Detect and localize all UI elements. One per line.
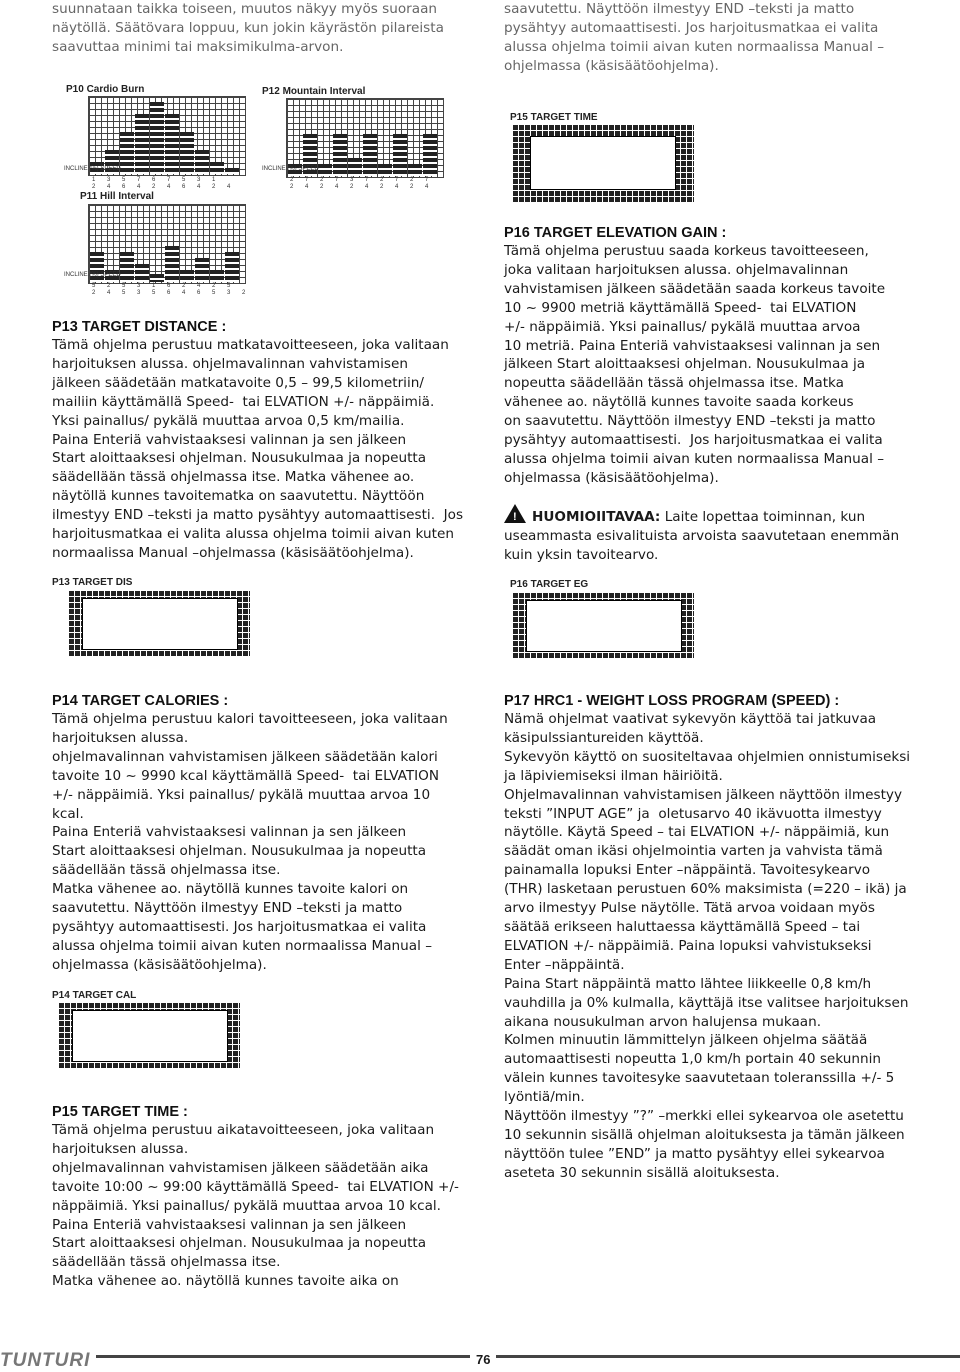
p15-body: Tämä ohjelma perustuu aikatavoitteeseen, joka valitaan harjoituksen alussa. ohjelmavalinnan vahvistamisen jälkeen säädetään aika tavoite 10:00 ~ 99:00 käyttämällä Speed- tai ELVATION +/- näppäimiä. Yksi painallus/ pykälä muuttaa arvoa 10 kcal. Paina Enteriä vahvistaaksesi valinnan ja sen jälkeen Start aloittaaksesi ohjelman. Nousukulmaa ja nopeutta säädellään tässä ohjelmassa itse. Matka vähenee ao. näytöllä kunnes tavoite aika on	[52, 1122, 459, 1290]
figure-caption-p11: P11 Hill Interval	[80, 191, 154, 202]
p17-body: Nämä ohjelmat vaativat sykevyön käyttöä tai jatkuvaa käsipulssiantureiden käyttöä. Sykevyön käyttö on suositeltavaa ohjelmien onnistumiseksi ja läpiviemiseksi ilman häiriöitä. Ohjelmavalinnan vahvistamisen jälkeen näyttöön ilmestyy teksti ”INPUT AGE” ja oletusarvo 40 ikävuotta ilmestyy näytölle. Käytä Speed – tai ELVATION +/- näppäimiä, kun säädät oman ikäsi ohjelmointia varten ja vahvista tämä painamalla lopuksi Enter –näppäintä. Tavoitesykearvo (THR) lasketaan perustuen 60% maksimista (=220 – ikä) ja arvo ilmestyy Pulse näytölle. Tätä arvoa voidaan myös säätää erikseen haluttaessa käyttämällä Speed – tai ELVATION +/- näppäimiä. Paina lopuksi vahvistukseksi Enter –näppäintä. Paina Start näppäintä matto lähtee liikkeelle 0,8 km/h vauhdilla ja 0% kulmalla, käyttäjä itse valitsee harjoituksen aikana nousukulman arvon halujensa mukaan. Kolmen minuutin lämmittelyn jälkeen ohjelma säätää automaattisesti nopeutta 1,0 km/h portain 40 sekunnin välein kunnes tavoitesyke saavutetaan toleranssilla +/- 5 lyöntiä/min. Näyttöön ilmestyy ”?” –merkki ellei sykearvoa ole asetettu 10 sekunnin sisällä ohjelman aloituksesta ja tämän jälkeen näyttöön tulee ”END” ja matto pysähtyy ellei sykearvoa aseteta 30 sekunnin sisällä aloituksesta.	[504, 711, 911, 1181]
incline-values-p12: 2 7 2 7 3 7 2 7 2 7	[290, 177, 434, 183]
speed-values-p11: 2 4 5 3 5 6 4 6 5 3 2	[92, 290, 251, 296]
profile-bars-p10	[90, 98, 239, 174]
figure-caption-p15: P15 TARGET TIME	[510, 112, 598, 123]
top-right-text: saavutettu. Näyttöön ilmestyy END –teksti ja matto pysähtyy automaattisesti. Jos harjoitusmatkaa ei valita alussa ohjelma toimii aivan kuten normaalissa Manual – ohjelmassa (käsisäätöohjelma).	[504, 1, 885, 74]
target-time-window	[530, 136, 676, 190]
incline-label-p11: INCLINE (%) SPEED	[64, 272, 121, 278]
figure-caption-p10: P10 Cardio Burn	[66, 84, 145, 95]
incline-label-p10: INCLINE (%) SPEED	[64, 166, 121, 172]
figure-caption-p13: P13 TARGET DIS	[52, 577, 133, 588]
warning-label: HUOMIOIITAVAA:	[532, 509, 661, 525]
p14-heading: P14 TARGET CALORIES :	[52, 693, 229, 709]
speed-values-p12: 2 4 2 4 2 4 2 4 2 4	[290, 184, 434, 190]
warning-icon: !	[504, 504, 526, 523]
top-left-text: suunnataan taikka toiseen, muutos näkyy myös suoraan näytöllä. Säätövara loppuu, kun jokin käyrästön pilareista saavuttaa minimi tai maksimikulma-arvon.	[52, 1, 444, 55]
p13-heading: P13 TARGET DISTANCE :	[52, 319, 227, 335]
profile-bars-p12	[288, 100, 437, 176]
brand-logo: TUNTURI	[0, 1350, 96, 1372]
p16-warning	[504, 504, 944, 565]
p16-heading: P16 TARGET ELEVATION GAIN :	[504, 225, 727, 241]
incline-label-p12: INCLINE (%) SPEED	[262, 166, 319, 172]
target-distance-window	[82, 598, 238, 650]
figure-caption-p12: P12 Mountain Interval	[262, 86, 366, 97]
target-eg-window	[526, 600, 682, 652]
figure-caption-p16: P16 TARGET EG	[510, 579, 589, 590]
p17-heading: P17 HRC1 - WEIGHT LOSS PROGRAM (SPEED) :	[504, 693, 840, 709]
page-number: 76	[470, 1352, 496, 1367]
figure-caption-p14: P14 TARGET CAL	[52, 990, 137, 1001]
p15-heading: P15 TARGET TIME :	[52, 1104, 188, 1120]
p13-body: Tämä ohjelma perustuu matkatavoitteeseen, joka valitaan harjoituksen alussa. ohjelmavalinnan vahvistamisen jälkeen säädetään matkatavoite 0,5 – 99,5 kilometriin/ mailiin käyttämällä Speed- tai ELVATION +/- näppäimiä. Yksi painallus/ pykälä muuttaa arvoa 0,5 km/mailia. Paina Enteriä vahvistaaksesi valinnan ja sen jälkeen Start aloittaaksesi ohjelman. Nousukulmaa ja nopeutta säädellään tässä ohjelmassa itse. Matka vähenee ao. näytöllä kunnes tavoitematka on saavutettu. Näyttöön ilmestyy END –teksti ja matto pysähtyy automaattisesti. Jos harjoitusmatkaa ei valita alussa ohjelma toimii aivan kuten normaalissa Manual –ohjelmassa (käsisäätöohjelma).	[52, 337, 464, 561]
incline-values-p11: 5 2 5 3 1 6 2 4 2 5	[92, 283, 236, 289]
incline-values-p10: 1 3 5 7 6 7 5 3 1	[92, 177, 221, 183]
p14-body: Tämä ohjelma perustuu kalori tavoitteeseen, joka valitaan harjoituksen alussa. ohjelmavalinnan vahvistamisen jälkeen säädetään kalori tavoite 10 ~ 9990 kcal käyttämällä Speed- tai ELVATION +/- näppäimiä. Yksi painallus/ pykälä muuttaa arvoa 10 kcal. Paina Enteriä vahvistaaksesi valinnan ja sen jälkeen Start aloittaaksesi ohjelman. Nousukulmaa ja nopeutta säädellään tässä ohjelmassa itse. Matka vähenee ao. näytöllä kunnes tavoite kalori on saavutettu. Näyttöön ilmestyy END –teksti ja matto pysähtyy automaattisesti. Jos harjoitusmatkaa ei valita alussa ohjelma toimii aivan kuten normaalissa Manual – ohjelmassa (käsisäätöohjelma).	[52, 711, 448, 973]
profile-bars-p11	[90, 206, 239, 282]
warning-text: Laite lopettaa toiminnan, kun useammasta esivalituista arvoista saavutetaan enemmän kuin yksin tavoitearvo.	[504, 509, 900, 563]
speed-values-p10: 2 4 6 4 2 4 6 4 2 4	[92, 184, 236, 190]
p16-body: Tämä ohjelma perustuu saada korkeus tavoitteeseen, joka valitaan harjoituksen alussa. ohjelmavalinnan vahvistamisen jälkeen säädetään saada korkeus tavoite 10 ~ 9900 metriä käyttämällä Speed- tai ELVATION +/- näppäimiä. Yksi painallus/ pykälä muuttaa arvoa 10 metriä. Paina Enteriä vahvistaaksesi valinnan ja sen jälkeen Start aloittaaksesi ohjelman. Nousukulmaa ja nopeutta säädellään tässä ohjelmassa itse. Matka vähenee ao. näytöllä kunnes tavoite saada korkeus on saavutettu. Näyttöön ilmestyy END –teksti ja matto pysähtyy automaattisesti. Jos harjoitusmatkaa ei valita alussa ohjelma toimii aivan kuten normaalissa Manual – ohjelmassa (käsisäätöohjelma).	[504, 243, 886, 486]
target-cal-window	[72, 1010, 228, 1062]
